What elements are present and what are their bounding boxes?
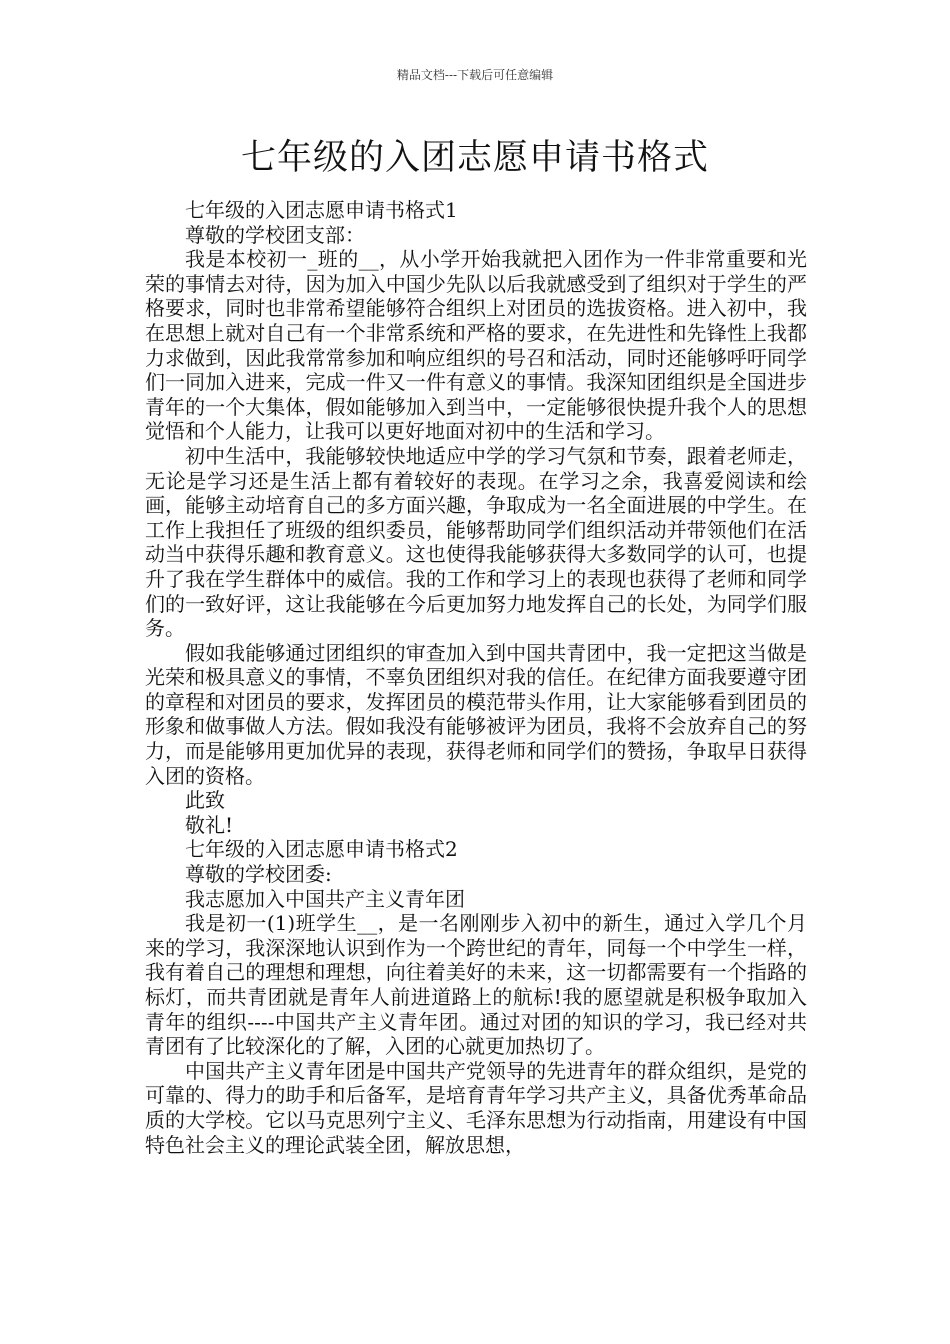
paragraph-4: 初中生活中，我能够较快地适应中学的学习气氛和节奏，跟着老师走，无论是学习还是生活上都有着较好的表现。在学习之余，我喜爱阅读和绘画，能够主动培育自己的多方面兴趣，争取成为一名全面进展的中学生。在工作上我担任了班级的组织委员，能够帮助同学们组织活动并带领他们在活动当中获得乐趣和教育意义。这也使得我能够获得大多数同学的认可，也提升了我在学生群体中的威信。我的工作和学习上的表现也获得了老师和同学们的一致好评，这让我能够在今后更加努力地发挥自己的长处，为同学们服务。 xyxy=(145,443,807,641)
paragraph-10: 我志愿加入中国共产主义青年团 xyxy=(185,886,465,911)
document-title: 七年级的入团志愿申请书格式 xyxy=(240,138,709,178)
paragraph-6: 此致 xyxy=(185,788,225,813)
paragraph-3: 我是本校初一_班的__，从小学开始我就把入团作为一件非常重要和光荣的事情去对待，因为加入中国少先队以后我就感受到了组织对于学生的严格要求，同时也非常希望能够符合组织上对团员的选拔资格。进入初中，我在思想上就对自己有一个非常系统和严格的要求，在先进性和先锋性上我都力求做到，因此我常常参加和响应组织的号召和活动，同时还能够呼吁同学们一同加入进来，完成一件又一件有意义的事情。我深知团组织是全国进步青年的一个大集体，假如能够加入到当中，一定能够很快提升我个人的思想觉悟和个人能力，让我可以更好地面对初中的生活和学习。 xyxy=(145,247,807,444)
page-header-note: 精品文档---下载后可任意编辑 xyxy=(396,68,554,82)
paragraph-11: 我是初一(1)班学生__，是一名刚刚步入初中的新生，通过入学几个月来的学习，我深深地认识到作为一个跨世纪的青年，同每一个中学生一样，我有着自己的理想和理想，向往着美好的未来，这一切都需要有一个指路的标灯，而共青团就是青年人前进道路上的航标!我的愿望就是积极争取加入青年的组织----中国共产主义青年团。通过对团的知识的学习，我已经对共青团有了比较深化的了解，入团的心就更加热切了。 xyxy=(145,911,807,1059)
paragraph-12: 中国共产主义青年团是中国共产党领导的先进青年的群众组织，是党的可靠的、得力的助手和后备军，是培育青年学习共产主义，具备优秀革命品质的大学校。它以马克思列宁主义、毛泽东思想为行动指南，用建设有中国特色社会主义的理论武装全团，解放思想， xyxy=(145,1058,807,1157)
document-body xyxy=(145,198,807,1157)
paragraph-8: 七年级的入团志愿申请书格式2 xyxy=(185,837,458,862)
paragraph-1: 七年级的入团志愿申请书格式1 xyxy=(185,198,458,222)
paragraph-2: 尊敬的学校团支部： xyxy=(185,222,365,247)
paragraph-9: 尊敬的学校团委: xyxy=(185,862,332,887)
paragraph-5: 假如我能够通过团组织的审查加入到中国共青团中，我一定把这当做是光荣和极具意义的事情，不辜负团组织对我的信任。在纪律方面我要遵守团的章程和对团员的要求，发挥团员的模范带头作用，让大家能够看到团员的形象和做事做人方法。假如我没有能够被评为团员，我将不会放弃自己的努力，而是能够用更加优异的表现，获得老师和同学们的赞扬，争取早日获得入团的资格。 xyxy=(145,640,807,788)
paragraph-7: 敬礼! xyxy=(185,812,234,837)
